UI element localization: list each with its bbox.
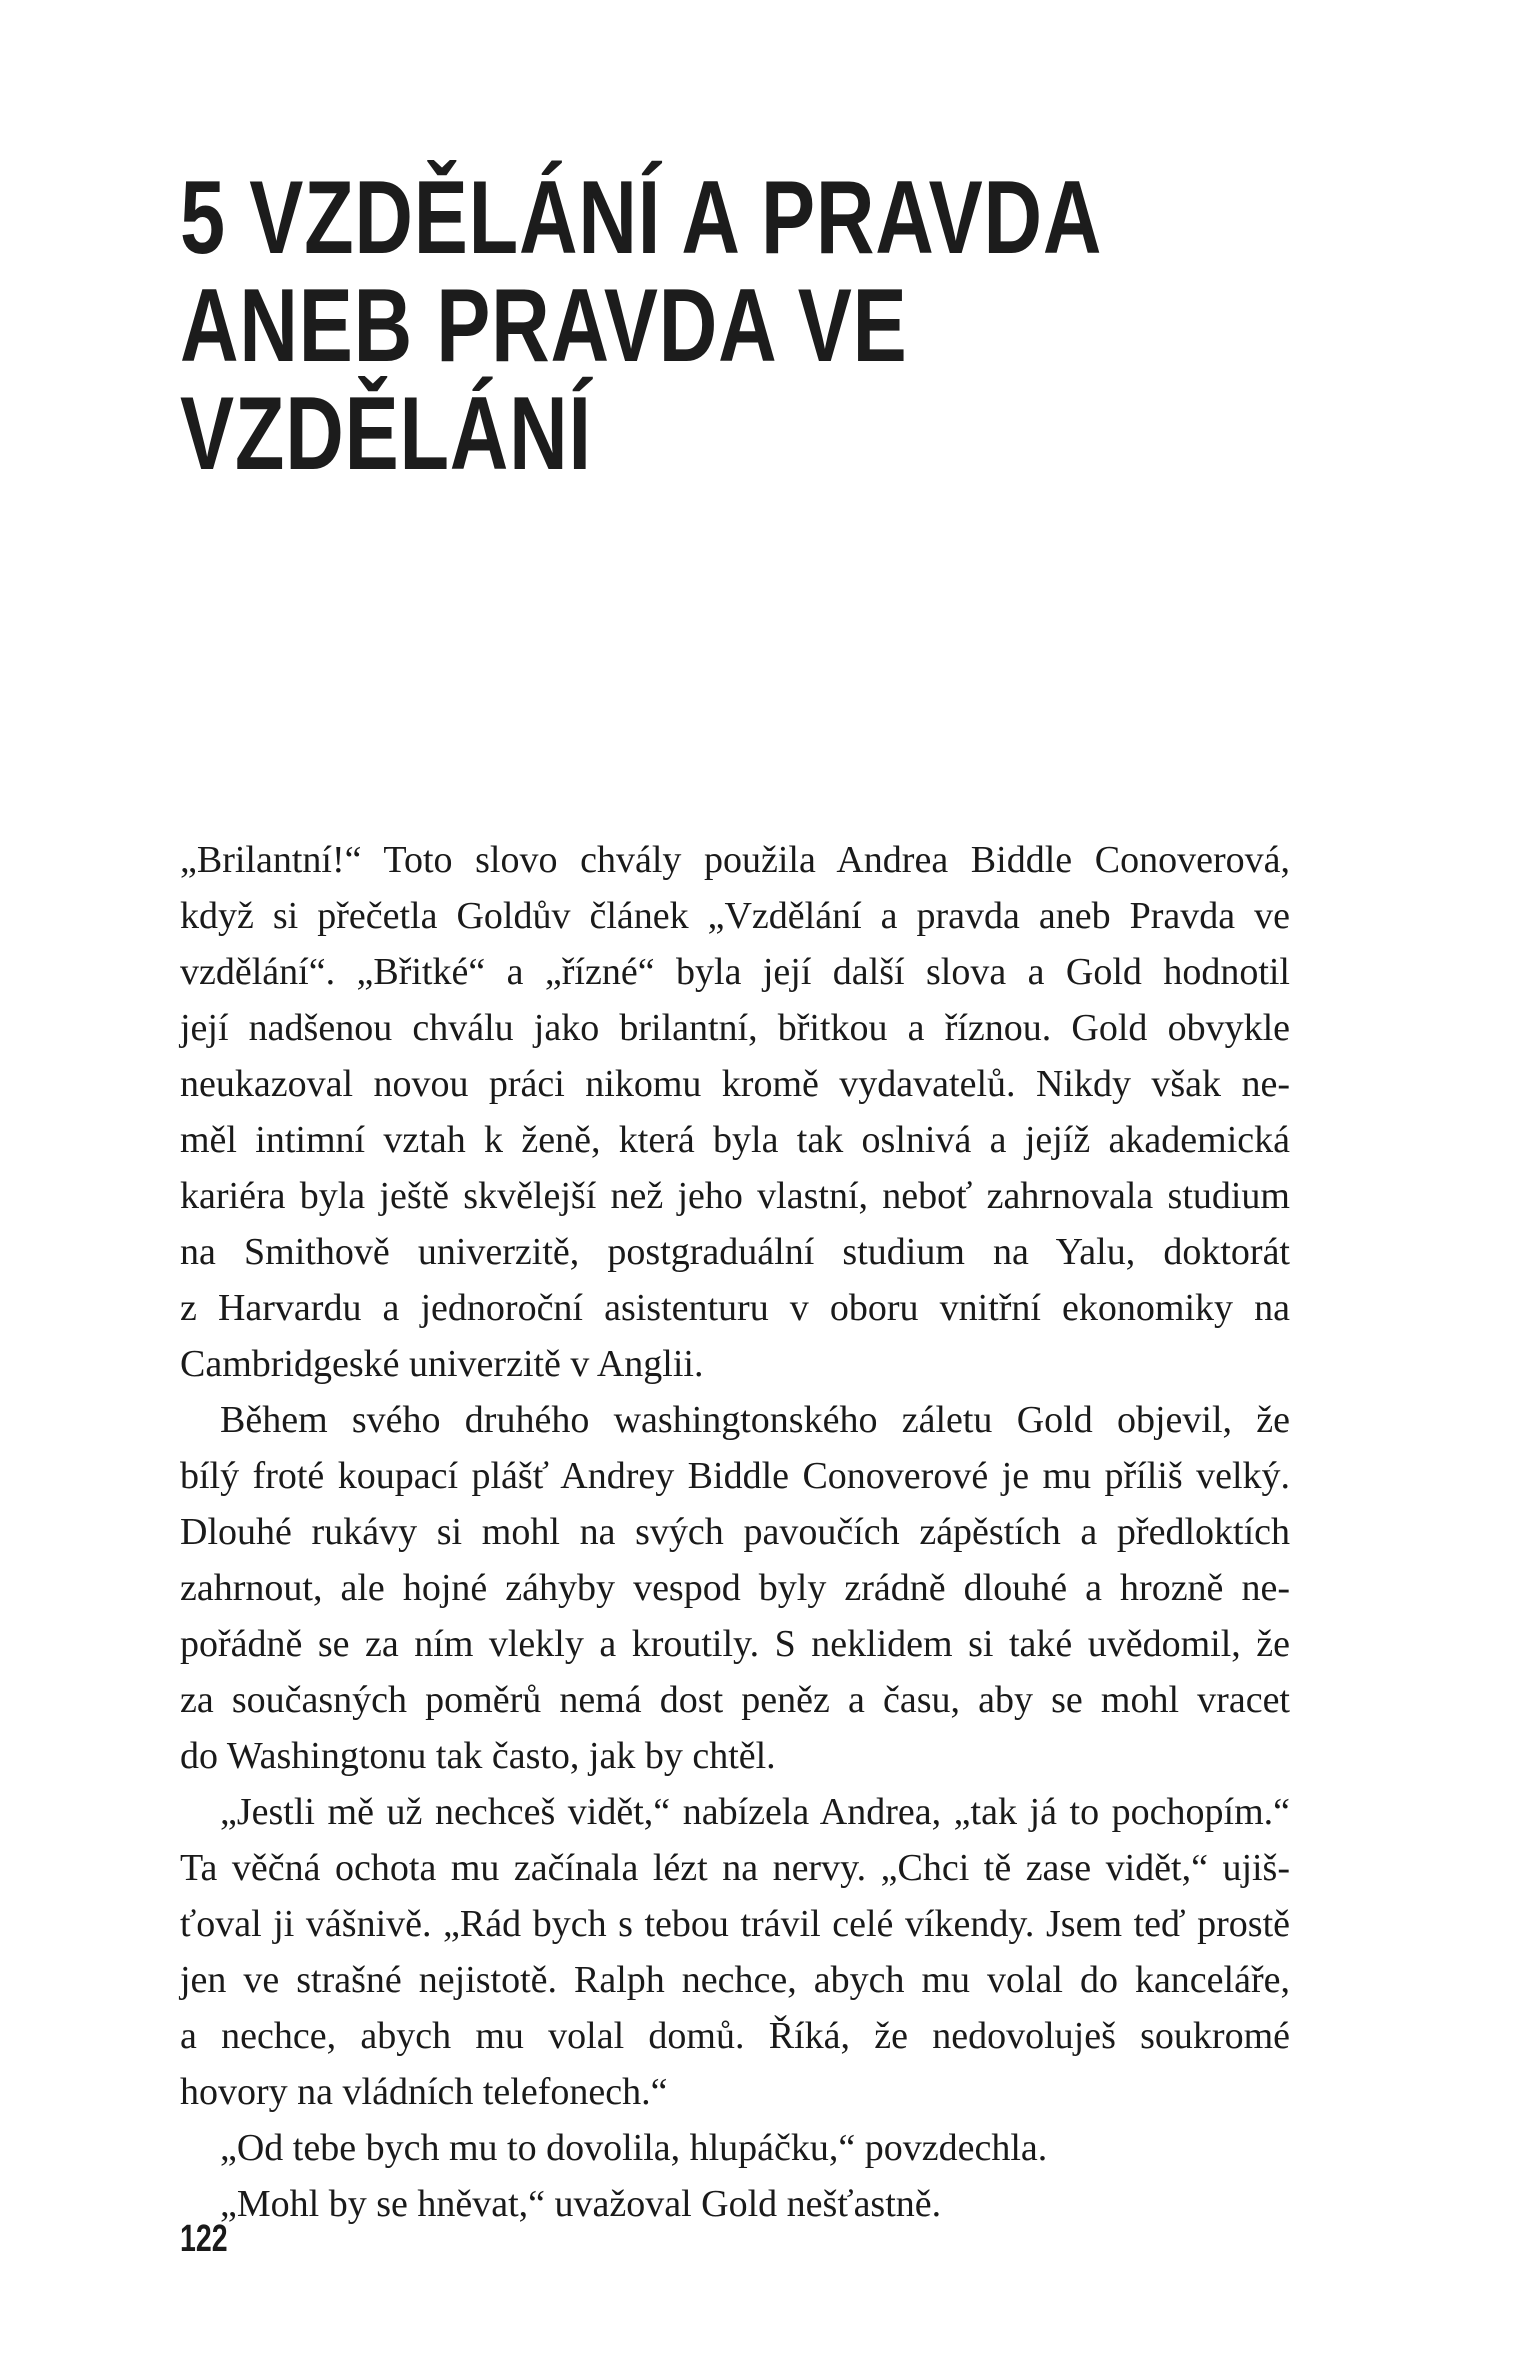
text-line: z Harvardu a jednoroční asistenturu v oboru vnitřní ekonomiky na (180, 1287, 1290, 1329)
chapter-title (180, 160, 1362, 492)
page-number: 122 (180, 2218, 228, 2260)
text-line: „Brilantní!“ Toto slovo chvály použila Andrea Biddle Conoverová, (180, 839, 1290, 881)
text-line: bílý froté koupací plášť Andrey Biddle Conoverové je mu příliš velký. (180, 1455, 1290, 1497)
text-line: „Jestli mě už nechceš vidět,“ nabízela Andrea, „tak já to pochopím.“ (220, 1791, 1290, 1833)
chapter-title-line: 5 VZDĚLÁNÍ A PRAVDA (180, 160, 1103, 276)
body-text (180, 832, 1290, 2232)
text-line: za současných poměrů nemá dost peněz a času, aby se mohl vracet (180, 1679, 1290, 1721)
text-line: Cambridgeské univerzitě v Anglii. (180, 1343, 704, 1385)
text-line: Během svého druhého washingtonského záletu Gold objevil, že (220, 1399, 1290, 1441)
text-line: měl intimní vztah k ženě, která byla tak oslnivá a jejíž akademická (180, 1119, 1290, 1161)
text-line: a nechce, abych mu volal domů. Říká, že nedovoluješ soukromé (180, 2015, 1290, 2057)
text-line: jen ve strašné nejistotě. Ralph nechce, abych mu volal do kanceláře, (180, 1959, 1290, 2001)
text-line: její nadšenou chválu jako brilantní, břitkou a říznou. Gold obvykle (180, 1007, 1290, 1049)
text-line: „Od tebe bych mu to dovolila, hlupáčku,“ povzdechla. (220, 2127, 1048, 2169)
chapter-title-line: ANEB PRAVDA VE (180, 268, 908, 384)
text-line: pořádně se za ním vlekly a kroutily. S neklidem si také uvědomil, že (180, 1623, 1290, 1665)
text-line: kariéra byla ještě skvělejší než jeho vlastní, neboť zahrnovala studium (180, 1175, 1290, 1217)
text-line: neukazoval novou práci nikomu kromě vydavatelů. Nikdy však ne- (180, 1063, 1290, 1105)
text-line: na Smithově univerzitě, postgraduální studium na Yalu, doktorát (180, 1231, 1290, 1273)
text-line: ťoval ji vášnivě. „Rád bych s tebou trávil celé víkendy. Jsem teď prostě (180, 1903, 1290, 1945)
text-line: „Mohl by se hněvat,“ uvažoval Gold nešťastně. (220, 2183, 942, 2225)
chapter-title-line: VZDĚLÁNÍ (180, 376, 592, 492)
text-line: Ta věčná ochota mu začínala lézt na nervy. „Chci tě zase vidět,“ ujiš- (180, 1847, 1290, 1889)
text-line: vzdělání“. „Břitké“ a „řízné“ byla její další slova a Gold hodnotil (180, 951, 1290, 993)
text-line: když si přečetla Goldův článek „Vzdělání a pravda aneb Pravda ve (180, 895, 1290, 937)
text-line: Dlouhé rukávy si mohl na svých pavoučích zápěstích a předloktích (180, 1511, 1290, 1553)
text-line: zahrnout, ale hojné záhyby vespod byly zrádně dlouhé a hrozně ne- (180, 1567, 1290, 1609)
text-line: hovory na vládních telefonech.“ (180, 2071, 668, 2113)
text-line: do Washingtonu tak často, jak by chtěl. (180, 1735, 776, 1777)
